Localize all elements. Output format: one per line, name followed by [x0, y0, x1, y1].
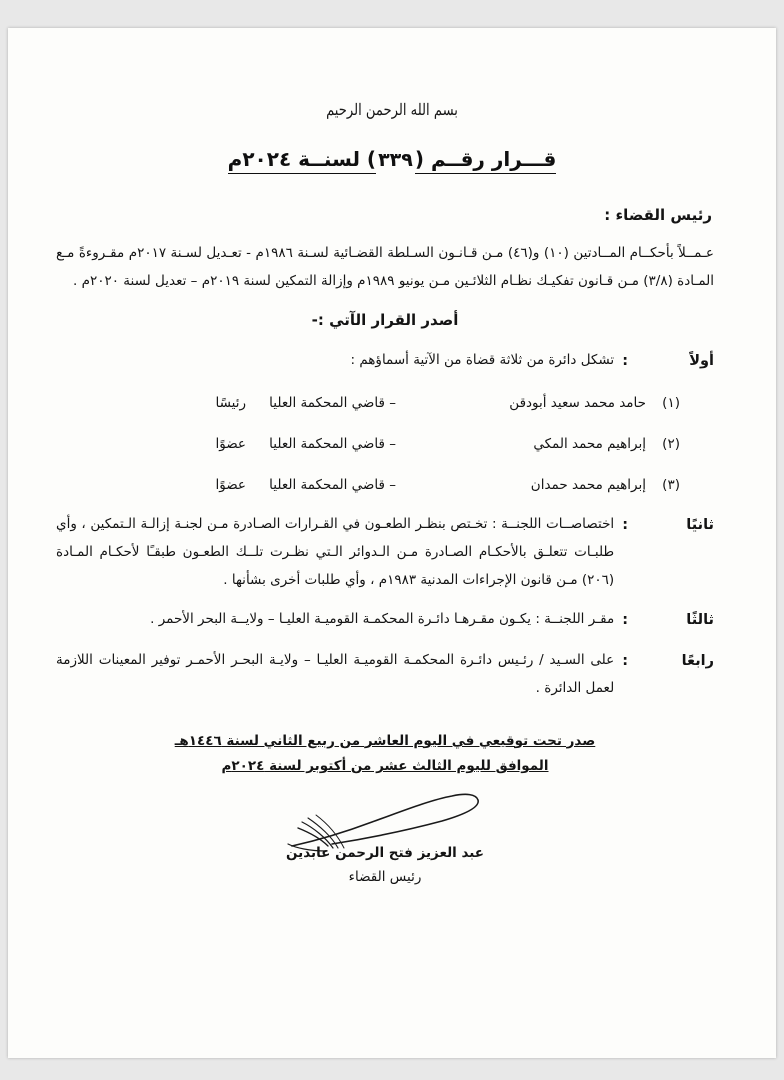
- member-name: إبراهيم محمد حمدان: [530, 477, 646, 494]
- decision-title: [8, 147, 776, 174]
- document-body: [56, 200, 714, 884]
- clause-first-colon: :: [622, 353, 628, 370]
- signature-area: [56, 788, 714, 884]
- clause-fourth-label: رابعًا: [681, 653, 714, 670]
- member-rank: عضوًا: [215, 436, 246, 453]
- decision-title-prefix: قـــرار رقــم (: [415, 147, 556, 174]
- basmala-text: بسم الله الرحمن الرحيم: [326, 100, 458, 119]
- clause-fourth: [56, 647, 714, 702]
- member-name: إبراهيم محمد المكي: [533, 436, 646, 453]
- list-item: [56, 472, 680, 499]
- preamble-paragraph: عـمــلاً بأحكــام المــادتين (١٠) و(٤٦) مـن قـانـون السـلطة القضـائية لسـنة ١٩٨٦م - تعـديل لسـنة ٢٠١٧م مقـروءةً مـع المـادة (٣/٨) مـن قـانون تفكيـك نظـام الثلائـين مـن يونيو ١٩٨٩م وإزالة التمكين لسنة ٢٠١٩م – تعديل لسنة ٢٠٢٠م .: [56, 245, 714, 289]
- clause-second-label: ثانيًا: [686, 517, 714, 534]
- paper-content: [8, 100, 776, 1080]
- member-role: – قاضي المحكمة العليا: [269, 436, 396, 453]
- member-role: – قاضي المحكمة العليا: [269, 395, 396, 412]
- clause-third-label: ثالثًا: [686, 612, 714, 629]
- clause-first-text: تشكل دائرة من ثلاثة قضاة من الآتية أسماؤهم :: [350, 352, 615, 369]
- clause-third-colon: :: [622, 612, 628, 629]
- member-rank: رئيسًا: [215, 395, 246, 412]
- decision-intro: أصدر القرار الآتي :-: [311, 311, 459, 330]
- clause-second: [56, 511, 714, 594]
- members-list: [56, 390, 680, 499]
- clause-fourth-colon: :: [622, 653, 628, 670]
- clause-fourth-text: على السـيد / رئـيس دائـرة المحكمـة القوميـة العليـا – ولايـة البحـر الأحمـر توفير المعينات اللازمة لعمل الدائرة .: [56, 652, 615, 697]
- decision-title-suffix: ) لسنــة ٢٠٢٤م: [228, 147, 376, 174]
- signature-date-gregorian: الموافق لليوم الثالث عشر من أكتوبر لسنة ٢٠٢٤م: [221, 758, 549, 775]
- member-role: – قاضي المحكمة العليا: [269, 477, 396, 494]
- clause-first-label: أولاً: [689, 353, 714, 370]
- signature-date-hijri: صدر تحت توقيعي في اليوم العاشر من ربيع الثاني لسنة ١٤٤٦هـ: [174, 732, 596, 749]
- clause-second-text: اختصاصــات اللجنــة : تخـتص بنظـر الطعـون في القـرارات الصـادرة مـن لجنـة إزالـة الـتمكين ، وأي طلبـات تتعلـق بالأحكـام الصـادرة مـن الـدوائر الـتي نظـرت تلــك الطعـون طبقـًا لأحكـام المـادة (٢٠٦) مـن قانون الإجراءات المدنية ١٩٨٣م ، وأي طلبات أخرى بشأنها .: [56, 516, 615, 588]
- member-rank: عضوًا: [215, 477, 246, 494]
- clause-second-colon: :: [622, 517, 628, 534]
- paper-sheet: [8, 28, 776, 1058]
- member-name: حامد محمد سعيد أبودقن: [509, 395, 646, 412]
- signature-block: [56, 729, 714, 884]
- clause-third-text: مقـر اللجنــة : يكـون مقـرهـا دائـرة المحكمـة القوميـة العليـا – ولايــة البحر الأحمر .: [150, 611, 615, 628]
- member-index: (٢): [662, 436, 680, 453]
- list-item: [56, 390, 680, 417]
- list-item: [56, 431, 680, 458]
- decision-number: ٣٣٩: [378, 149, 413, 171]
- signatory-title: رئيس القضاء: [348, 868, 422, 885]
- addressee-line: رئيس القضاء :: [604, 206, 712, 224]
- signatory-name: عبد العزيز فتح الرحمن عابدين: [286, 844, 484, 861]
- member-index: (٣): [662, 477, 680, 494]
- clause-third: [56, 606, 714, 635]
- member-index: (١): [662, 395, 680, 412]
- clause-first: [56, 347, 714, 376]
